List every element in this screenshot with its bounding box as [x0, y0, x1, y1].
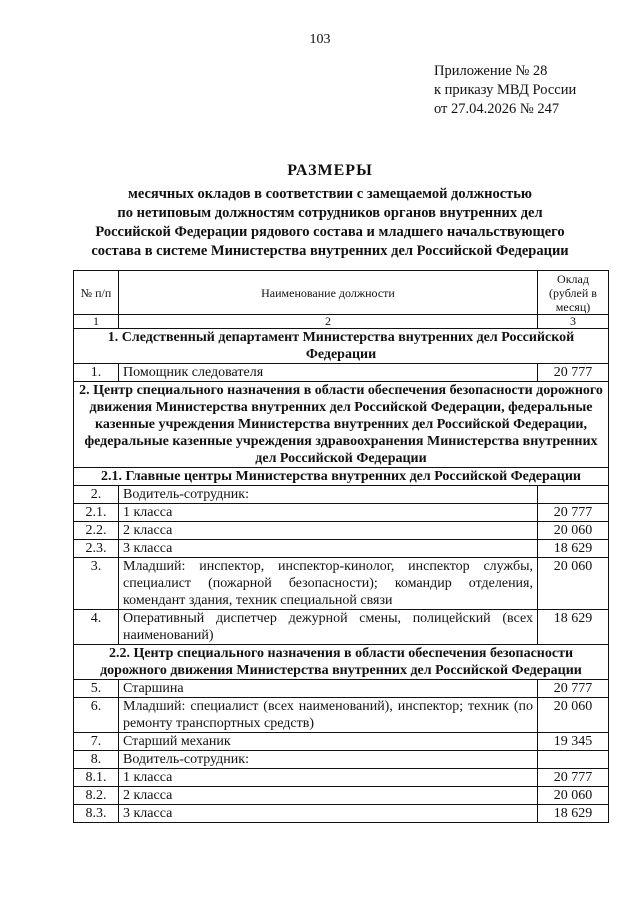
row-salary: 18 629: [538, 610, 609, 645]
row-salary: 20 060: [538, 522, 609, 540]
row-position-name: 1 класса: [119, 504, 538, 522]
document-subtitle-line-1: месячных окладов в соответствии с замещаемой должностью: [127, 186, 533, 202]
document-subtitle-line-4: состава в системе Министерства внутренних дел Российской Федерации: [91, 243, 569, 259]
section-heading: 1. Следственный департамент Министерства внутренних дел Российской Федерации: [74, 329, 609, 364]
table-row: [74, 364, 609, 382]
section-heading: 2. Центр специального назначения в области обеспечения безопасности дорожного движения Министерства внутренних дел Российской Федерации, федеральные казенные учреждения Министерства внутренних дел Российской Федерации, федеральные казенные учреждения здравоохранения Министерства внутренних дел Российской Федерации: [74, 382, 609, 468]
row-num: 7.: [74, 733, 119, 751]
row-position-name: Водитель-сотрудник:: [119, 486, 538, 504]
table-row: [74, 805, 609, 823]
row-num: 2.1.: [74, 504, 119, 522]
row-position-name: Старший механик: [119, 733, 538, 751]
row-salary: 18 629: [538, 805, 609, 823]
row-position-name: Старшина: [119, 680, 538, 698]
section-row: [74, 645, 609, 680]
table-row: [74, 733, 609, 751]
row-position-name: 1 класса: [119, 769, 538, 787]
document-subtitle-line-2: по нетиповым должностям сотрудников органов внутренних дел: [117, 205, 543, 221]
table-header-row: [74, 271, 609, 315]
row-salary: 19 345: [538, 733, 609, 751]
document-subtitle-line-3: Российской Федерации рядового состава и младшего начальствующего: [95, 224, 565, 240]
row-position-name: 2 класса: [119, 787, 538, 805]
table-row: [74, 698, 609, 733]
row-position-name: 3 класса: [119, 805, 538, 823]
subsection-heading: 2.2. Центр специального назначения в области обеспечения безопасности дорожного движения Министерства внутренних дел Российской Федерации: [74, 645, 609, 680]
row-position-name: Помощник следователя: [119, 364, 538, 382]
table-row: [74, 787, 609, 805]
row-num: 8.: [74, 751, 119, 769]
table-row: [74, 540, 609, 558]
column-number: 3: [538, 315, 609, 329]
row-num: 1.: [74, 364, 119, 382]
row-salary: 20 777: [538, 680, 609, 698]
section-row: [74, 329, 609, 364]
header-num: № п/п: [74, 271, 119, 315]
row-num: 3.: [74, 558, 119, 610]
table-row: [74, 486, 609, 504]
row-salary: [538, 751, 609, 769]
row-num: 6.: [74, 698, 119, 733]
appendix-title: Приложение № 28: [434, 63, 548, 79]
table-row: [74, 751, 609, 769]
appendix-block: [434, 62, 576, 119]
header-salary: Оклад (рублей в месяц): [538, 271, 609, 315]
document-title: РАЗМЕРЫ: [287, 162, 373, 179]
row-salary: 20 060: [538, 787, 609, 805]
appendix-order-ref: к приказу МВД России: [434, 82, 577, 98]
row-num: 8.1.: [74, 769, 119, 787]
row-salary: 20 060: [538, 558, 609, 610]
row-salary: 18 629: [538, 540, 609, 558]
row-salary: [538, 486, 609, 504]
row-salary: 20 777: [538, 504, 609, 522]
table-row: [74, 610, 609, 645]
row-salary: 20 060: [538, 698, 609, 733]
header-position-name: Наименование должности: [119, 271, 538, 315]
table-row: [74, 769, 609, 787]
appendix-order-date: от 27.04.2026 № 247: [434, 101, 560, 117]
table-row: [74, 504, 609, 522]
column-number: 1: [74, 315, 119, 329]
row-num: 4.: [74, 610, 119, 645]
row-position-name: 2 класса: [119, 522, 538, 540]
row-position-name: Оперативный диспетчер дежурной смены, полицейский (всех наименований): [119, 610, 538, 645]
column-numbers-row: [74, 315, 609, 329]
section-row: [74, 382, 609, 468]
table-row: [74, 522, 609, 540]
row-position-name: Младший: специалист (всех наименований), инспектор; техник (по ремонту транспортных средств): [119, 698, 538, 733]
row-num: 8.3.: [74, 805, 119, 823]
row-num: 2.2.: [74, 522, 119, 540]
row-position-name: 3 класса: [119, 540, 538, 558]
row-position-name: Младший: инспектор, инспектор-кинолог, инспектор службы, специалист (пожарной безопасности); командир отделения, комендант здания, техник специальной связи: [119, 558, 538, 610]
row-num: 2.3.: [74, 540, 119, 558]
column-number: 2: [119, 315, 538, 329]
row-position-name: Водитель-сотрудник:: [119, 751, 538, 769]
row-salary: 20 777: [538, 364, 609, 382]
row-num: 5.: [74, 680, 119, 698]
section-row: [74, 468, 609, 486]
row-num: 8.2.: [74, 787, 119, 805]
row-salary: 20 777: [538, 769, 609, 787]
salary-table: [73, 270, 609, 823]
row-num: 2.: [74, 486, 119, 504]
table-row: [74, 680, 609, 698]
table-row: [74, 558, 609, 610]
page-number: 103: [309, 32, 331, 47]
subsection-heading: 2.1. Главные центры Министерства внутренних дел Российской Федерации: [74, 468, 609, 486]
